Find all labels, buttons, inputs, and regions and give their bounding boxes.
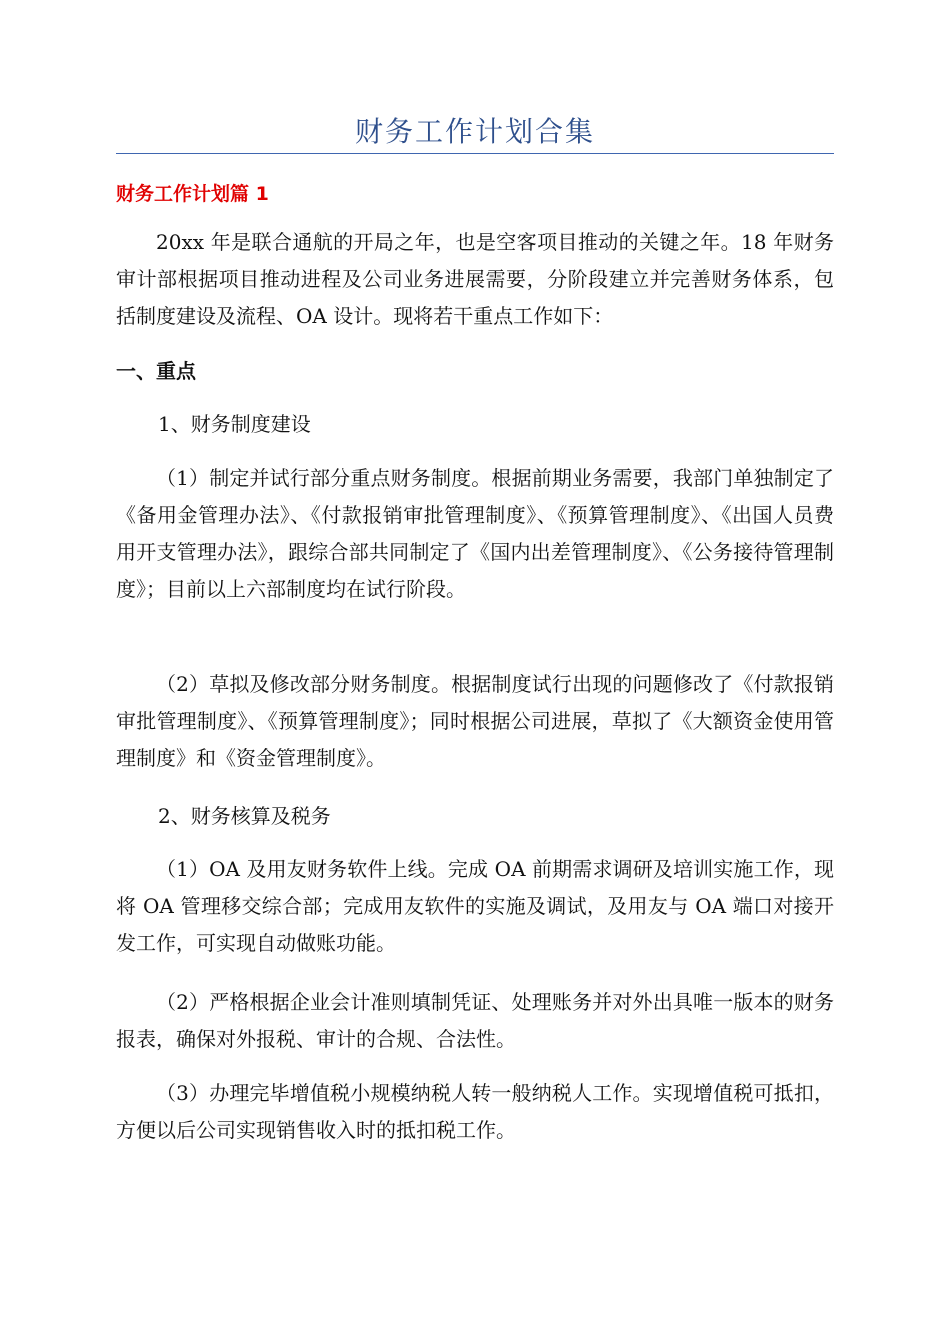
section-heading: 财务工作计划篇 1: [116, 183, 269, 205]
item-heading-accounting-tax: 2、财务核算及税务: [158, 804, 331, 828]
document-title: 财务工作计划合集: [354, 115, 595, 148]
paragraph-accounting-standards: （2）严格根据企业会计准则填制凭证、处理账务并对外出具唯一版本的财务报表，确保对外报税、审计的合规、合法性。: [116, 990, 834, 1051]
paragraph-revise-regulations: （2）草拟及修改部分财务制度。根据制度试行出现的问题修改了《付款报销审批管理制度》、《预算管理制度》；同时根据公司进展，草拟了《大额资金使用管理制度》和《资金管理制度》。: [116, 672, 834, 770]
paragraph-vat-conversion: （3）办理完毕增值税小规模纳税人转一般纳税人工作。实现增值税可抵扣，方便以后公司实现销售收入时的抵扣税工作。: [116, 1081, 834, 1142]
paragraph-draft-regulations: （1）制定并试行部分重点财务制度。根据前期业务需要，我部门单独制定了《备用金管理办法》、《付款报销审批管理制度》、《预算管理制度》、《出国人员费用开支管理办法》，跟综合部共同制定了《国内出差管理制度》、《公务接待管理制度》；目前以上六部制度均在试行阶段。: [116, 466, 834, 601]
heading-key-points: 一、重点: [116, 359, 196, 383]
intro-paragraph: 20xx 年是联合通航的开局之年，也是空客项目推动的关键之年。18 年财务审计部根据项目推动进程及公司业务进展需要，分阶段建立并完善财务体系，包括制度建设及流程、OA 设计。现将若干重点工作如下：: [116, 230, 834, 328]
title-divider: [116, 153, 834, 154]
item-heading-finance-system: 1、财务制度建设: [158, 412, 311, 436]
paragraph-oa-launch: （1）OA 及用友财务软件上线。完成 OA 前期需求调研及培训实施工作，现将 OA 管理移交综合部；完成用友软件的实施及调试，及用友与 OA 端口对接开发工作，可实现自动做账功能。: [116, 857, 834, 955]
